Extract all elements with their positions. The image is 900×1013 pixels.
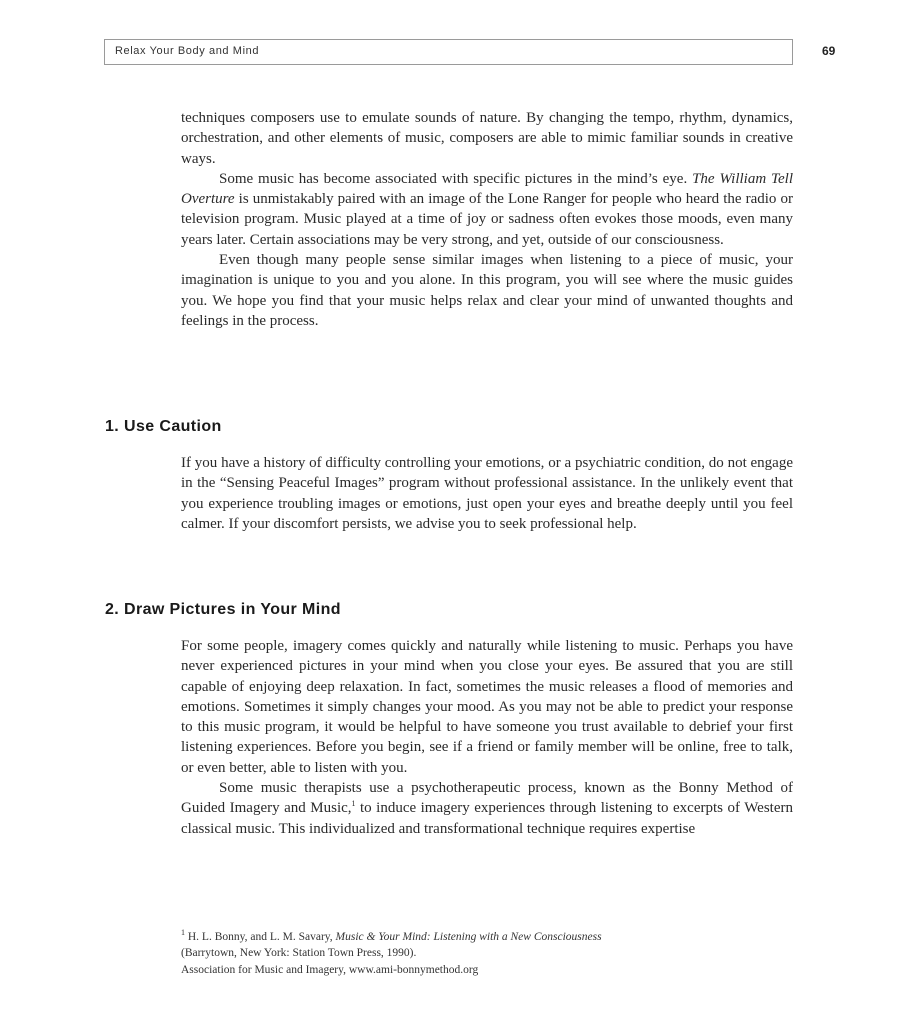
imagery-paragraph-2-start: Some music therapists use a psychotherapeutic process, known as the Bonny Method of Guided Imagery and Music,: [181, 780, 793, 817]
section-heading-use-caution: 1. Use Caution: [105, 418, 222, 435]
footnote-book-title: Music & Your Mind: Listening with a New Consciousness: [335, 931, 602, 943]
intro-paragraph-1: techniques composers use to emulate sounds of nature. By changing the tempo, rhythm, dynamics, orchestration, and other elements of music, composers are able to mimic familiar sounds in creative ways.: [181, 110, 793, 167]
section-1-text: [181, 453, 793, 534]
imagery-paragraph-2-end: to induce imagery experiences through listening to excerpts of Western classical music. This individualized and transformational technique requires expertise: [181, 800, 793, 837]
running-head: Relax Your Body and Mind: [115, 45, 260, 57]
footnote-publication: (Barrytown, New York: Station Town Press, 1990).: [181, 946, 417, 959]
running-head-box: [104, 39, 793, 65]
footnote: [181, 930, 793, 979]
footnote-association: Association for Music and Imagery, www.ami-bonnymethod.org: [181, 964, 479, 976]
footnote-reference: 1: [351, 799, 356, 809]
intro-paragraph-2-end: is unmistakably paired with an image of the Lone Ranger for people who heard the radio or television program. Music played at a time of joy or sadness often evokes those moods, even many years later. Certain associations may be very strong, and yet, outside of our consciousness.: [181, 191, 793, 248]
footnote-marker: 1: [181, 928, 185, 938]
caution-paragraph: If you have a history of difficulty controlling your emotions, or a psychiatric condition, do not engage in the “Sensing Peaceful Images” program without professional assistance. In the unlikely event that you experience troubling images or emotions, just open your eyes and breathe deeply until you feel calmer. If your discomfort persists, we advise you to seek professional help.: [181, 455, 793, 532]
imagery-paragraph-2: [181, 778, 793, 839]
intro-paragraph-3: Even though many people sense similar images when listening to a piece of music, your imagination is unique to you and you alone. In this program, you will see where the music guides you. We hope you find that your music helps relax and clear your mind of unwanted thoughts and feelings in the process.: [181, 252, 793, 329]
intro-text: [181, 108, 793, 331]
footnote-citation: [181, 930, 793, 946]
intro-paragraph-2-start: Some music has become associated with specific pictures in the mind’s eye.: [219, 170, 693, 187]
footnote-authors: H. L. Bonny, and L. M. Savary,: [185, 931, 336, 943]
page-number: 69: [822, 44, 836, 58]
imagery-paragraph-1: For some people, imagery comes quickly and naturally while listening to music. Perhaps you have never experienced pictures in your mind when you close your eyes. Be assured that you are still capable of enjoying deep relaxation. In fact, sometimes the music releases a flood of memories and emotions. Sometimes it simply changes your mood. As you may not be able to predict your response to this music program, it would be helpful to have someone you trust available to debrief your first listening experiences. Before you begin, see if a friend or family member will be online, free to talk, or even better, able to listen with you.: [181, 638, 793, 776]
section-heading-draw-pictures: 2. Draw Pictures in Your Mind: [105, 601, 341, 618]
work-title: The William Tell Overture: [181, 170, 793, 208]
intro-paragraph-2: [181, 169, 793, 250]
section-2-text: [181, 636, 793, 839]
